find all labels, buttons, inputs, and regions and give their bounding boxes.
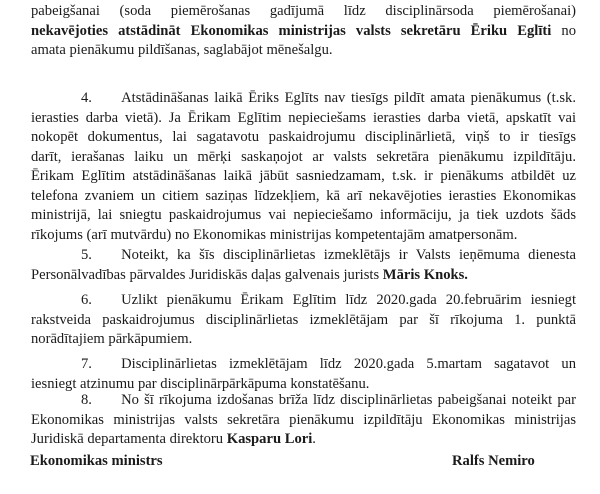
text-line: 8. No šī rīkojuma izdošanas brīža līdz disciplinārlietas pabeigšanai noteikt par: [81, 392, 576, 408]
text-line: Ekonomikas ministrijas valsts sekretāra pienākumu izpildītāju Ekonomikas ministrijas: [31, 411, 576, 428]
text-line: 5. Noteikt, ka šīs disciplinārlietas izmeklētājs ir Valsts ieņēmuma dienesta: [81, 247, 576, 263]
paragraph-7: [31, 355, 576, 394]
text-line: [31, 266, 576, 286]
paragraph-8: [31, 391, 576, 450]
text-line: 6. Uzlikt pienākumu Ērikam Eglītim līdz 2020.gada 20.februārim iesniegt: [81, 292, 576, 308]
text-line: ministrijā, lai sniegtu paskaidrojumus vai nepieciešamo informāciju, ja tiek uzdots šāds: [31, 207, 576, 223]
text-line: iesniegt atzinumu par disciplinārpārkāpuma konstatēšanu.: [31, 375, 370, 392]
paragraph-intro: [31, 2, 576, 61]
text-line: [31, 430, 576, 450]
investigator-name: Māris Knoks.: [382, 266, 468, 283]
acting-secretary-name: Kasparu Lori: [226, 431, 313, 447]
bold-text: nekavējoties atstādināt Ekonomikas ministrijas valsts sekretāru Ēriku Eglīti: [31, 22, 552, 39]
paragraph-6: [31, 291, 576, 350]
text-line: 4. Atstādināšanas laikā Ēriks Eglīts nav tiesīgs pildīt amata pienākumus (t.sk.: [81, 90, 576, 106]
text-line: telefona zvaniem un citiem saziņas līdzekļiem, kā arī nekavējoties ierasties Ekonomikas: [31, 187, 576, 204]
text-fragment: no: [551, 22, 576, 39]
text-fragment: .: [312, 431, 316, 447]
text-line: pabeigšanai (soda piemērošanas gadījumā līdz disciplinārsoda piemērošanai): [31, 3, 576, 19]
text-line: Ērikam Eglītim atstādināšanas laikā jābūt sasniedzamam, t.sk. ir pienākums atbildēt uz: [31, 168, 576, 184]
text-line: ierasties darba vietā). Ja Ērikam Eglītim nepieciešams ierasties darba vietā, apskatīt vai: [31, 109, 576, 126]
text-line: darīt, ierašanas laiku un mērķi saskaņojot ar valsts sekretāra pienākumu izpildītāju.: [31, 148, 576, 165]
paragraph-4: [31, 89, 576, 245]
text-fragment: Juridiskā departamenta direktoru: [31, 431, 227, 447]
text-line: [31, 22, 576, 42]
text-line: 7. Disciplinārlietas izmeklētājam līdz 2020.gada 5.martam sagatavot un: [81, 356, 576, 372]
signatory-name: Ralfs Nemiro: [452, 453, 535, 469]
text-line: rakstveida paskaidrojumus disciplinārlietas izmeklētājam par šī rīkojuma 1. punktā: [31, 311, 576, 328]
signatory-position: Ekonomikas ministrs: [30, 453, 163, 469]
paragraph-5: [31, 246, 576, 285]
text-fragment: Personālvadības pārvaldes Juridiskās daļas galvenais jurists: [31, 266, 383, 283]
text-line: amata pienākumu pildīšanas, saglabājot mēnešalgu.: [31, 42, 333, 58]
text-line: nokopēt dokumentus, lai sagatavotu paskaidrojumu disciplinārlietā, viņš to ir tiesīgs: [31, 129, 576, 145]
text-line: norādītajiem pārkāpumiem.: [31, 331, 193, 347]
text-line: rīkojums (arī mutvārdu) no Ekonomikas ministrijas kompetentajām amatpersonām.: [31, 226, 518, 243]
